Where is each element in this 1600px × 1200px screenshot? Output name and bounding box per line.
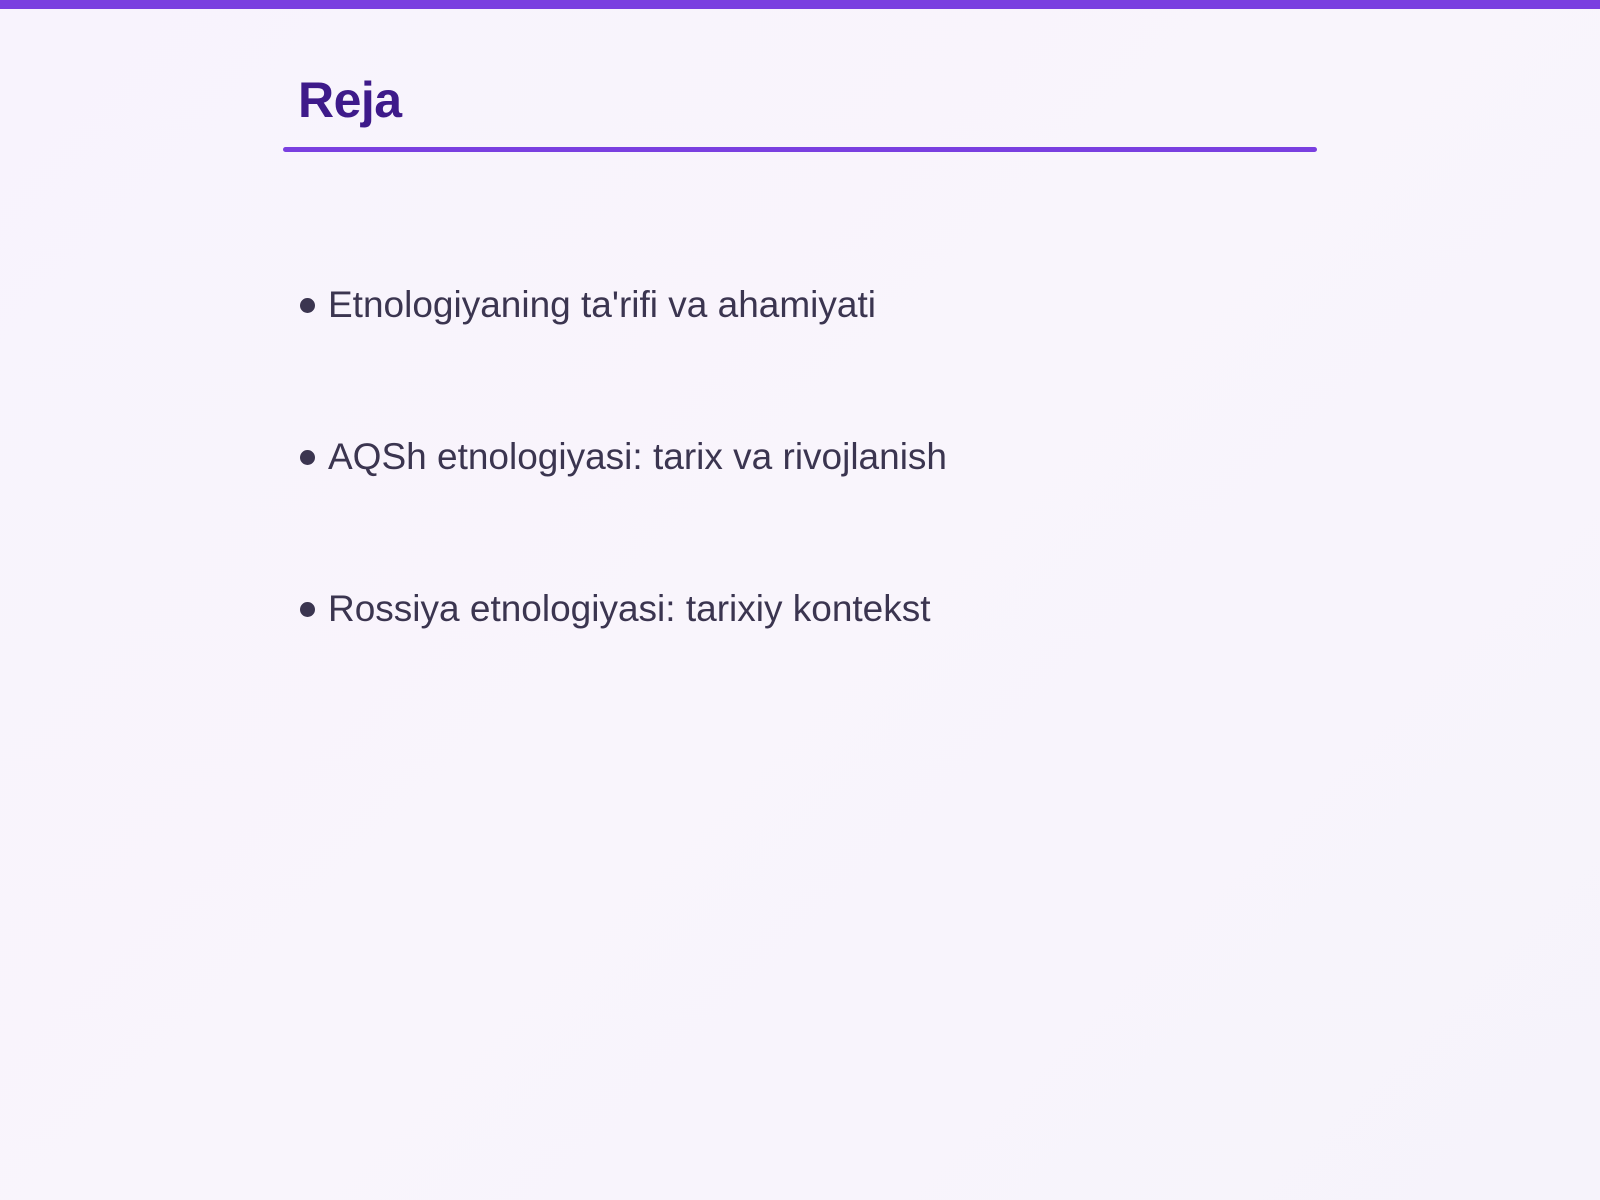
list-item-text: Rossiya etnologiyasi: tarixiy kontekst [328,588,931,629]
agenda-list [300,282,947,738]
list-item-text: AQSh etnologiyasi: tarix va rivojlanish [328,436,948,477]
list-item [300,282,947,328]
list-item [300,586,947,632]
list-item [300,434,947,480]
bullet-dot-icon [300,298,315,313]
bullet-dot-icon [300,602,315,617]
top-accent-bar [0,0,1600,9]
title-underline [283,147,1317,152]
slide-title: Reja [298,72,402,128]
list-item-text: Etnologiyaning ta'rifi va ahamiyati [328,284,876,325]
bullet-dot-icon [300,450,315,465]
